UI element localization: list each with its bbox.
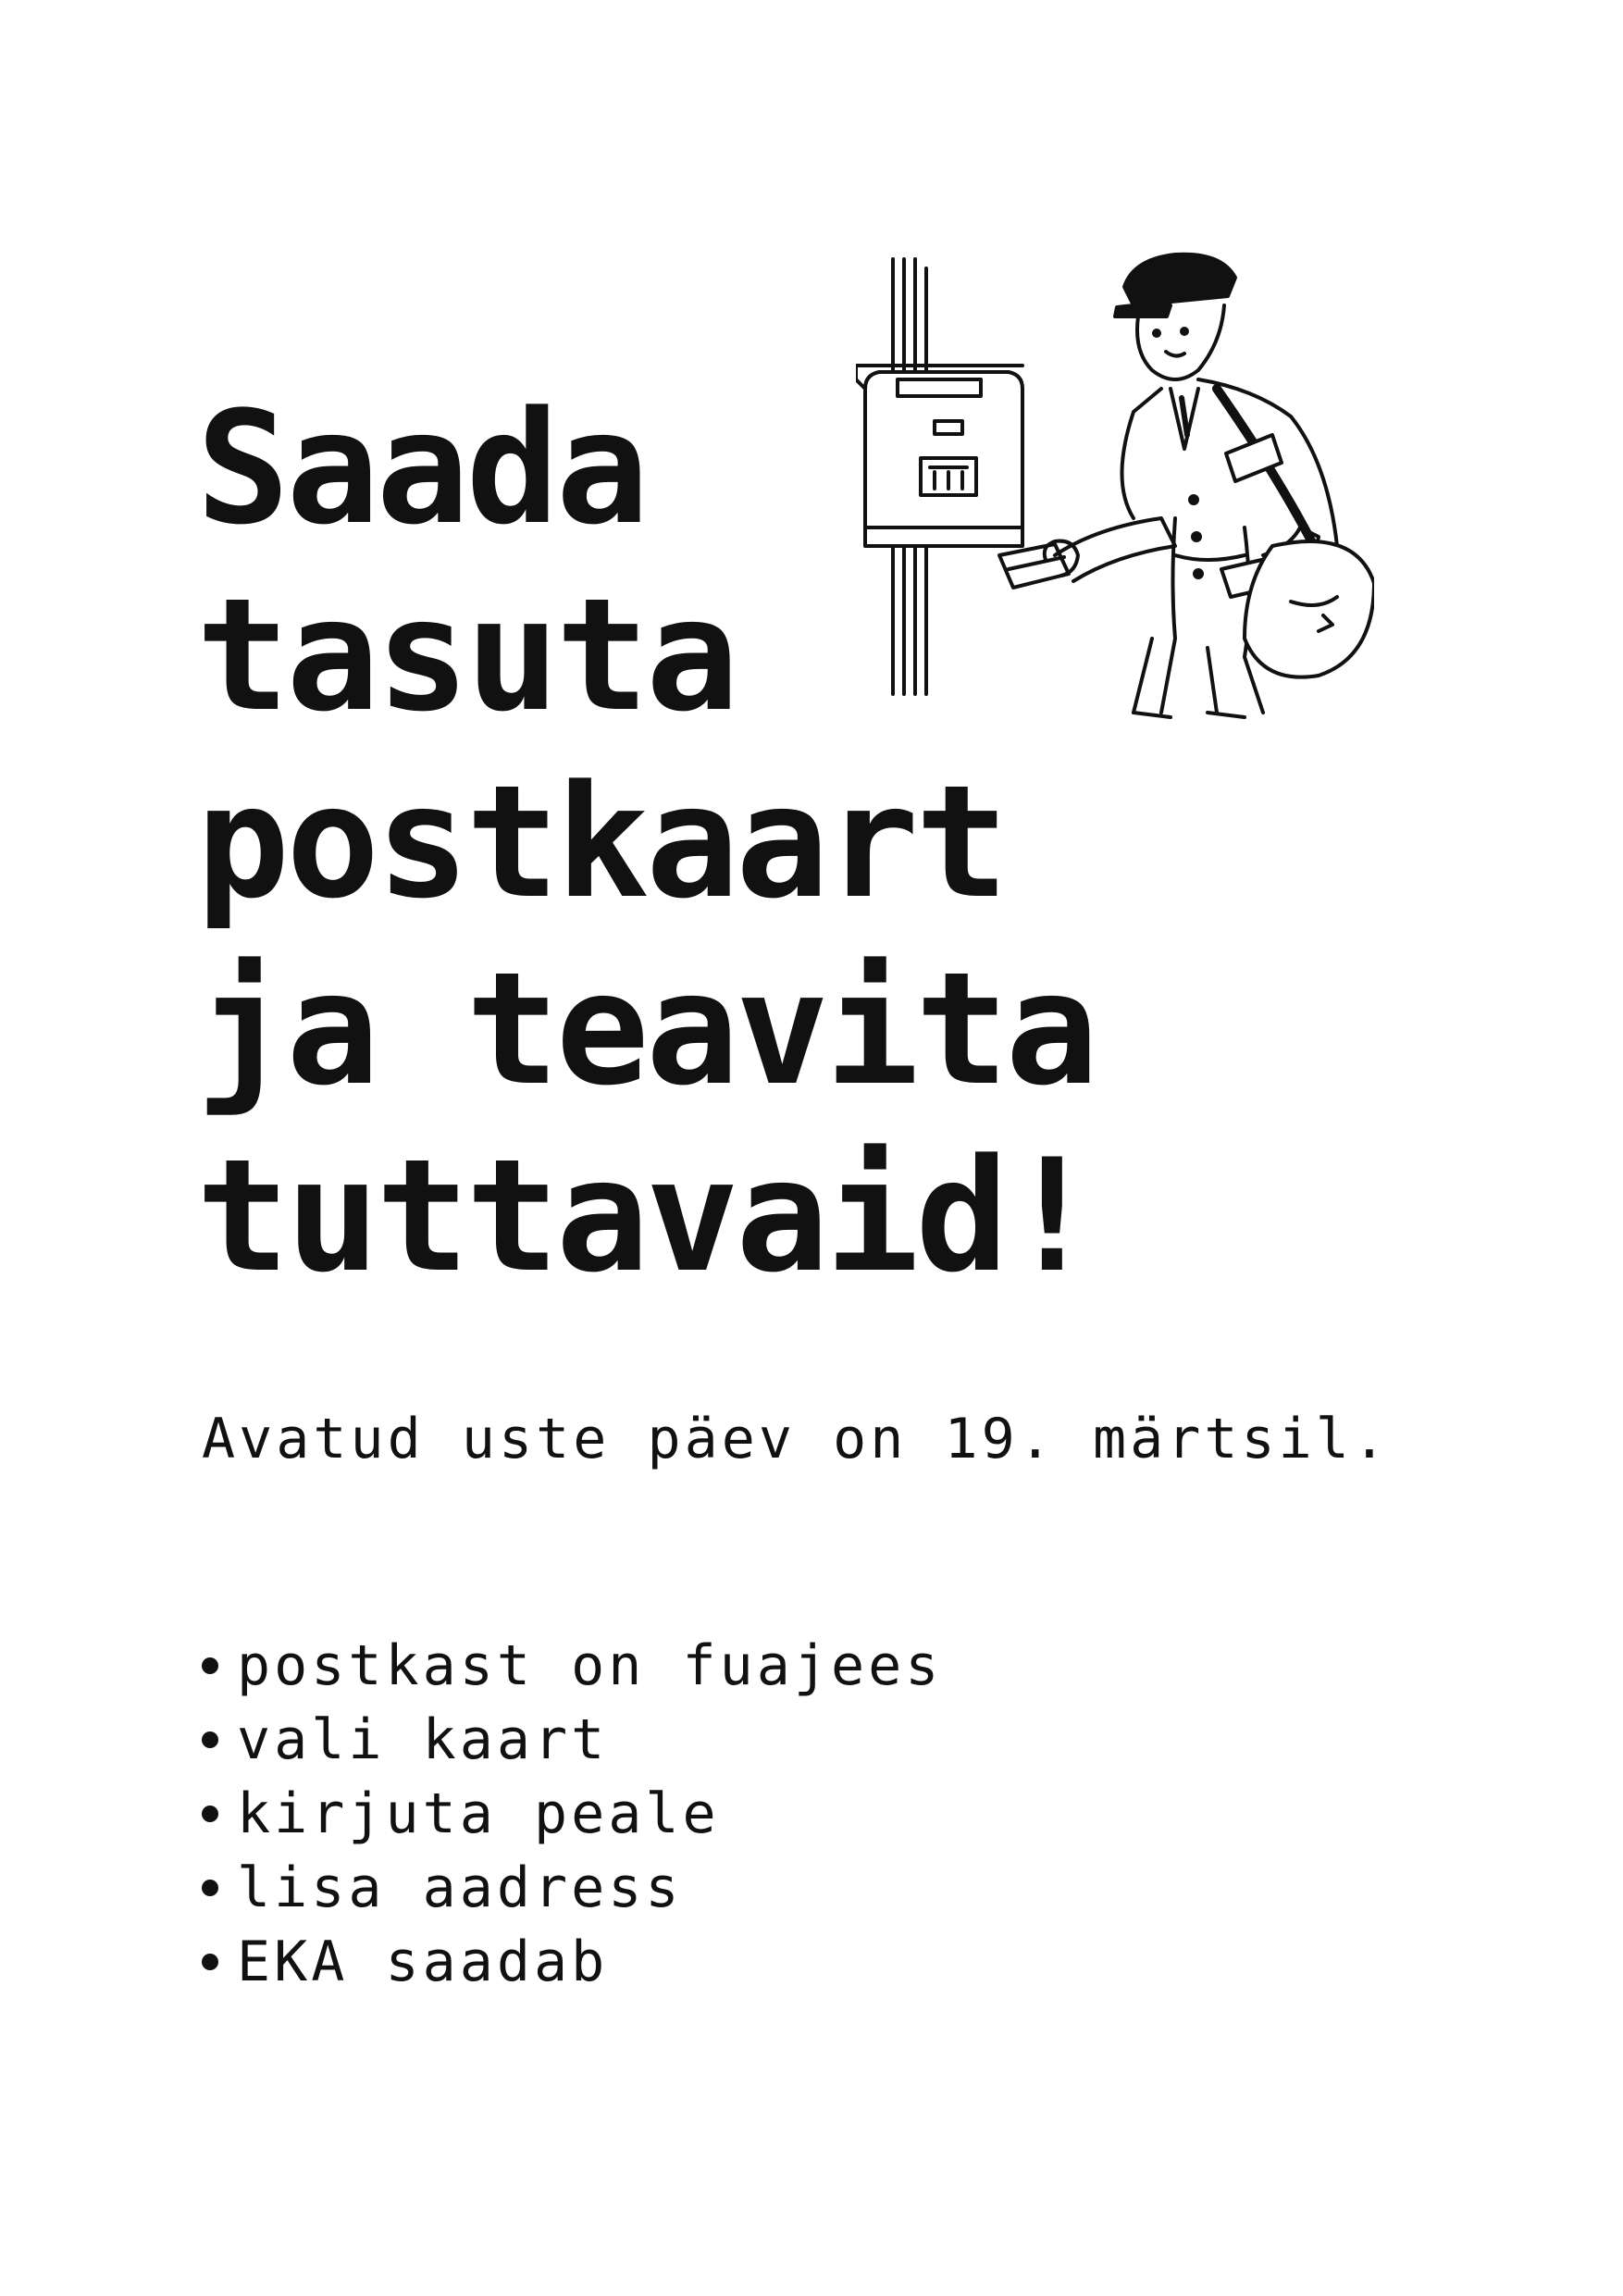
list-item — [202, 1777, 942, 1851]
list-item-label: vali kaart — [237, 1707, 609, 1772]
open-day-info: Avatud uste päev on 19. märtsil. — [202, 1407, 1390, 1471]
list-item-label: lisa aadress — [237, 1855, 683, 1920]
bullet-icon — [202, 1880, 218, 1896]
headline-line: ja teavita — [196, 938, 1096, 1120]
bullet-icon — [202, 1806, 218, 1822]
bullet-icon — [202, 1657, 218, 1674]
headline-line: Saada — [196, 378, 646, 559]
bullet-icon — [202, 1731, 218, 1748]
list-item — [202, 1703, 942, 1777]
headline-line: tuttavaid! — [196, 1125, 1096, 1307]
list-item-label: EKA saadab — [237, 1930, 609, 1994]
list-item — [202, 1851, 942, 1925]
postman-mailbox-icon — [856, 250, 1374, 731]
list-item-label: postkast on fuajees — [237, 1633, 943, 1698]
list-item — [202, 1629, 942, 1703]
bullet-icon — [202, 1954, 218, 1970]
headline-line: postkaart — [196, 751, 1006, 933]
headline-line: tasuta — [196, 565, 736, 746]
list-item-label: kirjuta peale — [237, 1781, 720, 1846]
list-item — [202, 1925, 942, 1999]
steps-list — [202, 1629, 942, 1999]
